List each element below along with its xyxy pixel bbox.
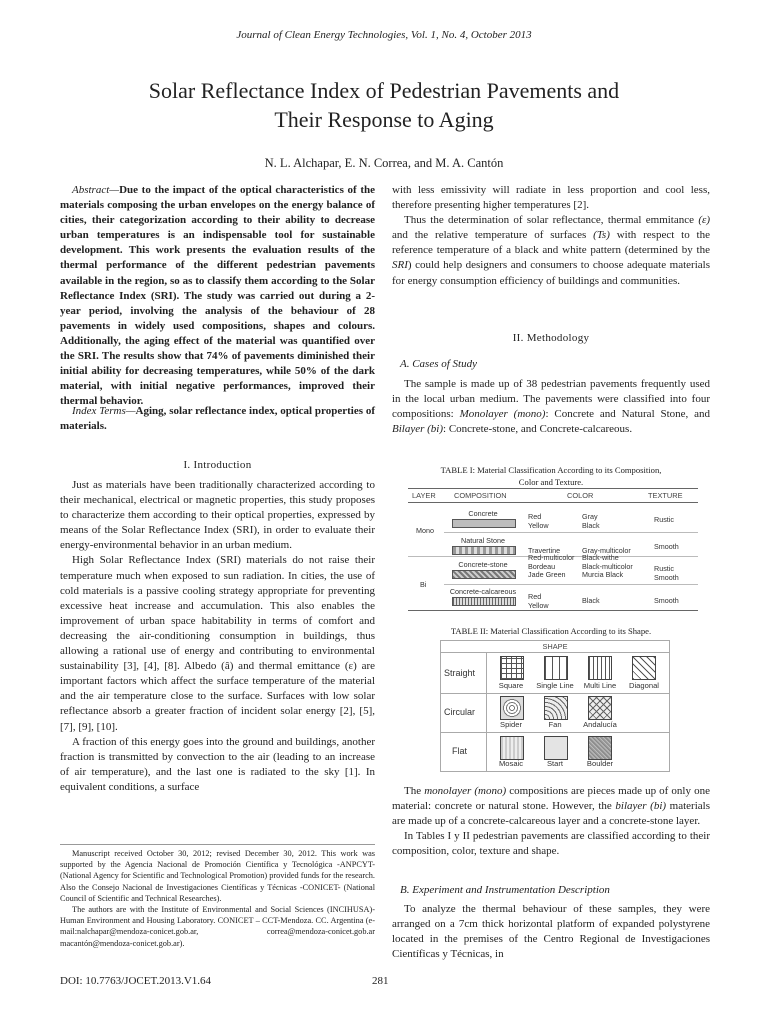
label-single-line: Single Line [536,681,574,690]
table1-composition-concrete-calcareous: Concrete-calcareous [449,587,517,596]
table1-caption [392,464,710,488]
table1-color-a-natural-stone: Travertine [528,546,561,555]
title-line-2: Their Response to Aging [274,107,494,132]
table2 [440,640,670,772]
label-start: Start [546,759,564,768]
table2-group-flat: Flat [452,746,468,756]
table2-vertical-rule [486,652,487,772]
table1-composition-concrete-stone: Concrete-stone [458,560,508,569]
intro-paragraph-3: A fraction of this energy goes into the ground and buildings, another fraction is transmitted by convection to the air (leading to an increase of air temperature), and the last one is radiated to the sky [1]. In equivalent conditions, a surface [60,735,375,793]
natural-stone-swatch [452,546,516,555]
table1-header-composition: COMPOSITION [454,491,507,500]
table1-color-b-concrete: Gray Black [582,512,600,530]
right-column-top [392,183,710,289]
right-paragraph-3: The monolayer (mono) compositions are pieces made up of only one material: concrete or natural stone. However, the bilayer (bi) materials are made up of a concrete-calcareous layer and a concrete-stone layer. [392,785,710,828]
abstract-label: Abstract— [72,184,120,196]
table1-header-layer: LAYER [412,491,436,500]
label-mosaic: Mosaic [498,759,524,768]
authors-affiliation-note: The authors are with the Institute of Environmental and Social Sciences (INCIHUSA)- Human Environment and Housing Laboratory. CONICET – CCT-Mendoza. CC. Argentina (e-mail:nalchapar@mendoza-conicet.gob.ar, correa@mendoza-conicet.gob.ar macantón@mendoza-conicet.gob.ar). [60,905,375,948]
mosaic-pattern-icon [500,736,524,760]
experiment-paragraph-1: To analyze the thermal behaviour of these samples, they were arranged on a 7cm thick horizontal platform of expanded polystyrene located in the premises of the Centro Regional de Investigaciones Científicas y Técnicas, in [392,903,710,961]
right-paragraph-2: Thus the determination of solar reflectance, thermal emmitance (ε) and the relative temperature of surfaces (Ts) with respect to the reference temperature of a black and white pattern (determined by the SRI) could help designers and consumers to choose adequate materials for energy consumption efficiency of buildings and communities. [392,214,710,287]
table1-color-b-concrete-stone: Black-withe Black-multicolor Murcia Black [582,553,633,579]
table1-texture-concrete-stone: Rustic Smooth [654,564,679,582]
table1-row-rule [444,532,698,533]
label-andalucia: Andalucía [583,720,617,729]
table1-layer-bi: Bi [420,580,427,589]
table1-texture-natural-stone: Smooth [654,542,679,551]
table2-row-rule [440,693,670,694]
cases-body [392,377,710,437]
diagonal-pattern-icon [632,656,656,680]
table1-bottom-rule [408,610,698,611]
boulder-pattern-icon [588,736,612,760]
section-methodology-heading: II. Methodology [512,332,590,344]
table2-header-rule [440,652,670,653]
single-line-pattern-icon [544,656,568,680]
footnotes [60,848,375,949]
table1-texture-concrete: Rustic [654,515,674,524]
footnote-divider [60,844,375,845]
abstract [60,183,375,409]
table2-group-circular: Circular [444,707,476,717]
concrete-stone-swatch [452,570,516,579]
multi-line-pattern-icon [588,656,612,680]
index-terms-label: Index Terms— [72,405,136,417]
manuscript-note: Manuscript received October 30, 2012; revised December 30, 2012. This work was supported by the Agencia Nacional de Promoción Científica y Tecnológica -ANPCYT- (National Agency for Scientific and Technological Promotion) provided funds for the research. Also the Consejo Nacional de Investigaciones Científicas y Técnicas -CONICET- (National Council of Scientific and Technical Researches). [60,849,375,903]
label-multi-line: Multi Line [583,681,617,690]
index-terms-text: Aging, solar reflectance index, optical properties of materials. [60,405,375,433]
table1-caption-line-2: Color and Texture. [518,477,584,487]
andalucia-pattern-icon [588,696,612,720]
table1 [408,488,698,612]
table1-texture-concrete-calcareous: Smooth [654,596,679,605]
paper-title [60,76,708,134]
table1-color-a-concrete-stone: Red-multicolor Bordeau Jade Green [528,553,575,579]
intro-paragraph-1: Just as materials have been traditionally characterized according to their mechanical, electrical or magnetic properties, this study proposes to characterize them according to their optical properties, expressed by means of the Solar Reflectance Index (SRI), in order to evaluate their energy-environmental behavior in an urban medium. [60,479,375,552]
table1-caption-line-1: TABLE I: Material Classification According to its Composition, [440,465,662,475]
start-pattern-icon [544,736,568,760]
introduction-body [60,478,375,795]
table1-layer-mono: Mono [416,526,434,535]
spider-pattern-icon [500,696,524,720]
authors: N. L. Alchapar, E. N. Correa, and M. A. Cantón [264,156,504,170]
square-pattern-icon [500,656,524,680]
table1-header-rule [408,502,698,503]
subsection-cases-heading: A. Cases of Study [400,358,477,370]
right-column-lower [392,784,710,859]
index-terms [60,404,375,434]
page-number: 281 [372,975,389,987]
table2-group-straight: Straight [444,668,476,678]
doi: DOI: 10.7763/JOCET.2013.V1.64 [60,975,212,987]
label-square: Square [498,681,524,690]
table2-header: SHAPE [542,642,568,651]
label-fan: Fan [548,720,562,729]
table2-row-rule [440,732,670,733]
table1-row-rule [444,584,698,585]
table1-composition-concrete: Concrete [468,509,498,518]
table1-color-b-concrete-calcareous: Black [582,596,600,605]
cases-paragraph-1: The sample is made up of 38 pedestrian pavements frequently used in the local urban medium. The pavements were classified into four compositions: Monolayer (mono): Concrete and Natural Stone, and Bilayer (bi): Concrete-stone, and Concrete-calcareous. [392,378,710,436]
table1-header-color: COLOR [567,491,594,500]
subsection-experiment-heading: B. Experiment and Instrumentation Description [400,884,610,896]
experiment-body [392,902,710,962]
table1-color-a-concrete-calcareous: Red Yellow [528,592,549,610]
table1-color-a-concrete: Red Yellow [528,512,549,530]
label-boulder: Boulder [586,759,614,768]
label-diagonal: Diagonal [629,681,659,690]
section-introduction-heading: I. Introduction [183,459,252,471]
table1-color-b-natural-stone: Gray-multicolor [582,546,631,555]
right-paragraph-1: with less emissivity will radiate in less proportion and cool less, therefore presenting higher temperatures [2]. [392,184,710,212]
journal-header: Journal of Clean Energy Technologies, Vol. 1, No. 4, October 2013 [236,29,532,41]
fan-pattern-icon [544,696,568,720]
table2-caption: TABLE II: Material Classification According to its Shape. [450,626,652,636]
title-line-1: Solar Reflectance Index of Pedestrian Pavements and [148,78,620,103]
table1-top-rule [408,488,698,489]
label-spider: Spider [500,720,522,729]
abstract-text: Due to the impact of the optical characteristics of the materials composing the urban envelopes on the energy balance of cities, their categorization according to their ability to decrease urban temperatures is an indispensable tool for sustainable development. This work presents the evaluation results of the thermal performance of the different pedestrian pavements available in the region, so as to classify them according to the Solar Reflectance Index (SRI). The study was carried out during a 2-year period, involving the analysis of the behaviour of 28 pavements in widely used compositions, shapes and colours. Additionally, the aging effect of the material was quantified over the SRI. The results show that 74% of pavements diminished their initial ability for decreasing temperatures, while 50% of the dark material, with initial negative performances, improved their thermal behavior. [60,184,375,408]
concrete-calcareous-swatch [452,597,516,606]
right-paragraph-4: In Tables I y II pedestrian pavements are classified according to their composition, color, texture and shape. [392,830,710,858]
table1-composition-natural-stone: Natural Stone [461,536,505,545]
table1-header-texture: TEXTURE [648,491,683,500]
concrete-swatch [452,519,516,528]
intro-paragraph-2: High Solar Reflectance Index (SRI) materials do not raise their temperature much when exposed to sun radiation. In cities, the use of cold materials is a passive cooling strategy appropriate for preventing excessive heat increase and accumulation. This also enables the improvement of urban space habitability in terms of comfort and decreasing the air-conditioning consumption in buildings, thus allowing a rational use of energy and contributing to environmental sustainability [3], [4], [8]. Albedo (â) and thermal emittance (ε) are important factors which affect the surface temperature of the material and the air temperature close to the surface. Surfaces with low solar reflectance absorb a greater fraction of incident solar energy [2], [5], [7], [9], [10]. [60,554,375,733]
